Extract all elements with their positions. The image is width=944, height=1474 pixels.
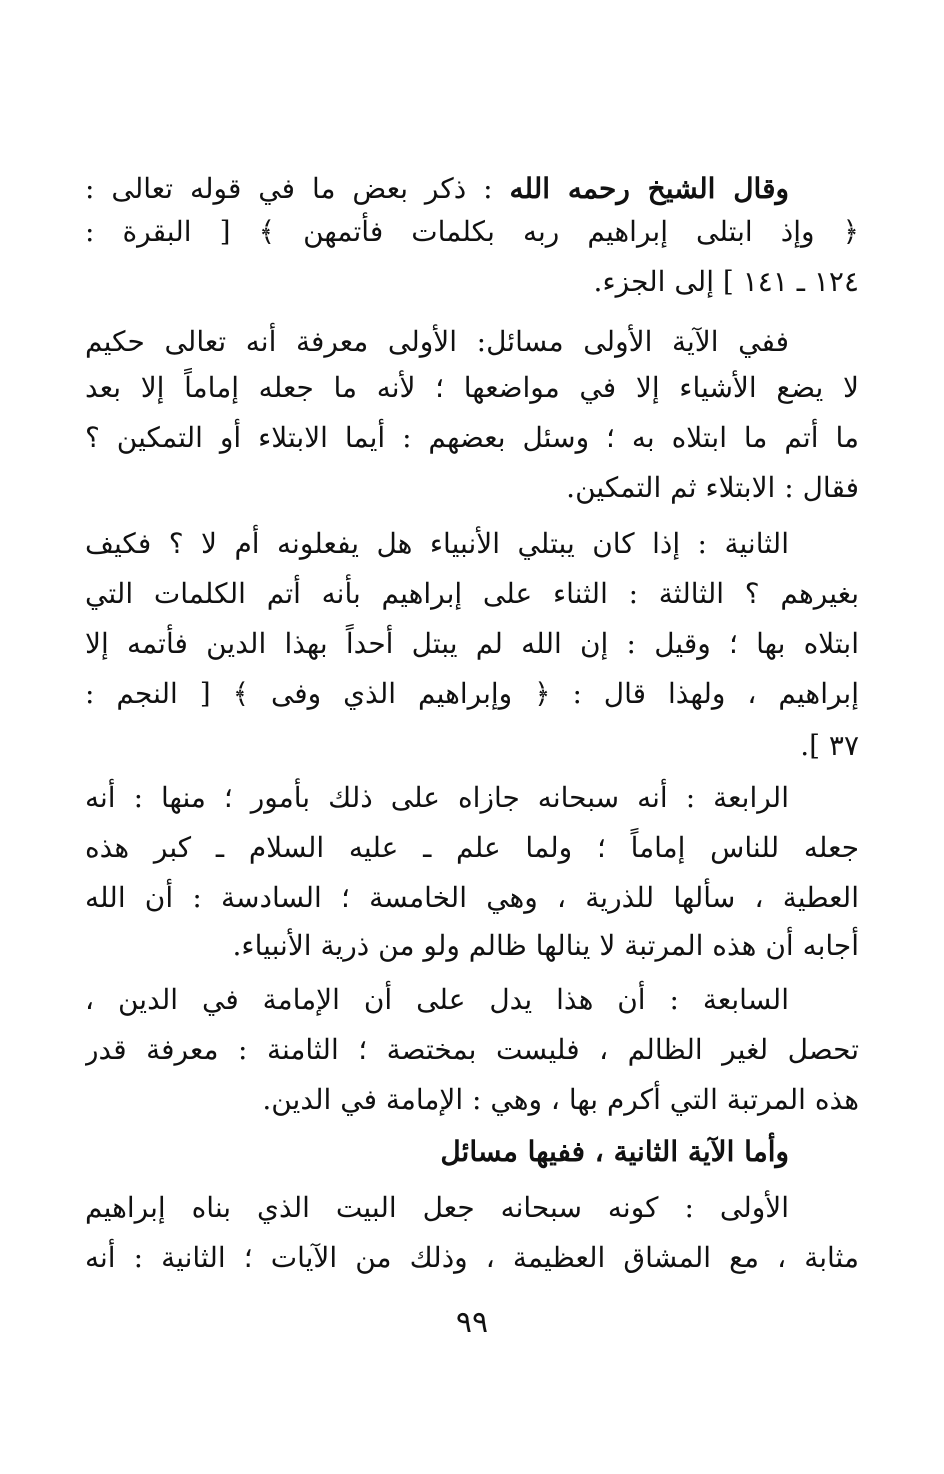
paragraph-2-line-2: لا يضع الأشياء إلا في مواضعها ؛ لأنه ما جعله إماماً إلا بعد — [85, 371, 859, 404]
paragraph-1-line-3: ١٢٤ ـ ١٤١ ] إلى الجزء. — [593, 265, 859, 298]
paragraph-1-line-1-text: : ذكر بعض ما في قوله تعالى : — [85, 172, 510, 205]
section-heading: وأما الآية الثانية ، ففيها مسائل — [440, 1135, 789, 1168]
paragraph-7-line-1: الأولى : كونه سبحانه جعل البيت الذي بناه إبراهيم — [85, 1191, 789, 1224]
paragraph-3-line-1: الثانية : إذا كان يبتلي الأنبياء هل يفعلونه أم لا ؟ فكيف — [85, 527, 789, 560]
paragraph-4-line-3: العطية ، سألها للذرية ، وهي الخامسة ؛ السادسة : أن الله — [85, 881, 859, 914]
paragraph-4-line-2: جعله للناس إماماً ؛ ولما علم ـ عليه السلام ـ كبر هذه — [85, 831, 859, 864]
paragraph-4-line-4: أجابه أن هذه المرتبة لا ينالها ظالم ولو من ذرية الأنبياء. — [232, 929, 859, 962]
paragraph-3-line-4: إبراهيم ، ولهذا قال : ﴿ وإبراهيم الذي وفى ﴾ [ النجم : — [85, 677, 859, 710]
paragraph-4-line-1: الرابعة : أنه سبحانه جازاه على ذلك بأمور ؛ منها : أنه — [85, 781, 789, 814]
paragraph-1-line-1 — [85, 165, 789, 213]
paragraph-3-line-3: ابتلاه بها ؛ وقيل : إن الله لم يبتل أحداً بهذا الدين فأتمه إلا — [85, 627, 859, 660]
paragraph-7-line-2: مثابة ، مع المشاق العظيمة ، وذلك من الآيات ؛ الثانية : أنه — [85, 1241, 859, 1274]
paragraph-1-line-2: ﴿ وإذ ابتلى إبراهيم ربه بكلمات فأتمهن ﴾ [ البقرة : — [85, 215, 859, 248]
paragraph-5-line-1: السابعة : أن هذا يدل على أن الإمامة في الدين ، — [85, 983, 789, 1016]
page-number: ٩٩ — [455, 1305, 489, 1340]
paragraph-3-line-5: ٣٧ ]. — [800, 729, 859, 762]
paragraph-2-line-1: ففي الآية الأولى مسائل: الأولى معرفة أنه تعالى حكيم — [85, 325, 789, 358]
paragraph-2-line-4: فقال : الابتلاء ثم التمكين. — [566, 471, 859, 504]
sheikh-lead-text: وقال الشيخ رحمه الله — [509, 172, 789, 205]
paragraph-5-line-2: تحصل لغير الظالم ، فليست بمختصة ؛ الثامنة : معرفة قدر — [85, 1033, 859, 1066]
paragraph-3-line-2: بغيرهم ؟ الثالثة : الثناء على إبراهيم بأنه أتم الكلمات التي — [85, 577, 859, 610]
paragraph-2-line-3: ما أتم ما ابتلاه به ؛ وسئل بعضهم : أيما الابتلاء أو التمكين ؟ — [85, 421, 859, 454]
paragraph-5-line-3: هذه المرتبة التي أكرم بها ، وهي : الإمامة في الدين. — [262, 1083, 859, 1116]
